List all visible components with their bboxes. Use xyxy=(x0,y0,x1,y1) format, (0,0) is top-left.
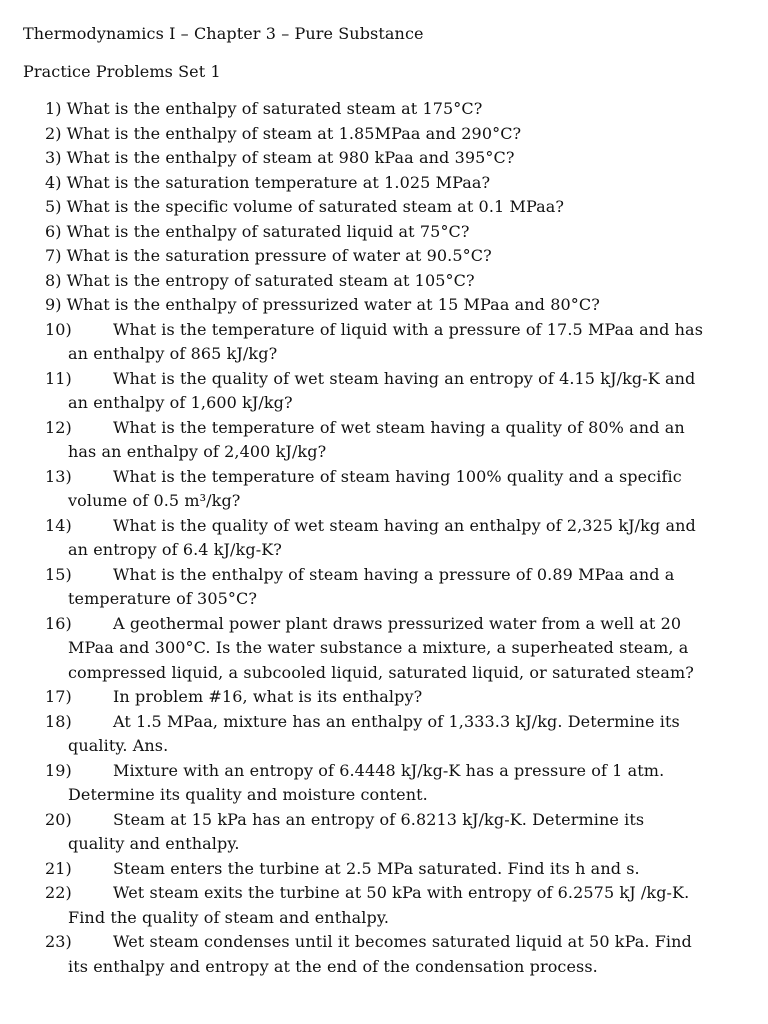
problem-number: 5) xyxy=(45,197,62,216)
problem-item xyxy=(0,514,768,563)
problem-text-line: What is the enthalpy of steam having a pressure of 0.89 MPaa and a xyxy=(113,564,675,584)
problem-text-line: What is the quality of wet steam having an enthalpy of 2,325 kJ/kg and xyxy=(113,515,696,535)
problem-text: What is the saturation pressure of water at 90.5°C? xyxy=(66,246,492,265)
problem-number: 14) xyxy=(45,515,72,535)
problem-text-line: quality. Ans. xyxy=(68,736,169,755)
problem-number: 9) xyxy=(45,295,62,314)
problem-item xyxy=(0,563,768,612)
problem-number: 17) xyxy=(45,687,72,706)
problem-item xyxy=(0,710,768,759)
problem-number: 1) xyxy=(45,99,62,118)
problem-item xyxy=(0,416,768,465)
problem-number: 2) xyxy=(45,123,62,143)
problem-text-line: At 1.5 MPaa, mixture has an enthalpy of 1,333.3 kJ/kg. Determine its xyxy=(113,711,680,731)
problem-item xyxy=(0,465,768,514)
problem-item xyxy=(0,685,768,710)
problem-number: 10) xyxy=(45,319,72,339)
problem-text-line: Wet steam condenses until it becomes saturated liquid at 50 kPa. Find xyxy=(113,932,692,951)
problem-number: 18) xyxy=(45,711,72,731)
problem-number: 7) xyxy=(45,246,62,265)
problem-item xyxy=(0,220,768,245)
problem-item xyxy=(0,171,768,196)
problem-number: 6) xyxy=(45,221,62,241)
problem-text: What is the enthalpy of steam at 1.85MPaa and 290°C? xyxy=(66,123,522,143)
problem-item xyxy=(0,146,768,171)
problem-item xyxy=(0,97,768,122)
problem-number: 23) xyxy=(45,932,72,951)
problem-number: 11) xyxy=(45,368,72,388)
problem-number: 3) xyxy=(45,148,62,167)
problem-number: 15) xyxy=(45,564,72,584)
problem-number: 19) xyxy=(45,760,72,780)
problem-text-line: quality and enthalpy. xyxy=(68,834,240,853)
problem-number: 12) xyxy=(45,417,72,437)
problem-text-line: Wet steam exits the turbine at 50 kPa with entropy of 6.2575 kJ /kg-K. xyxy=(113,883,690,902)
problem-item xyxy=(0,293,768,318)
problem-text: What is the enthalpy of saturated liquid at 75°C? xyxy=(66,221,470,241)
problem-item xyxy=(0,612,768,686)
problem-item xyxy=(0,759,768,808)
problem-number: 13) xyxy=(45,466,72,486)
problem-item xyxy=(0,318,768,367)
problem-text-line: an enthalpy of 865 kJ/kg? xyxy=(68,344,278,363)
problem-number: 21) xyxy=(45,858,72,878)
problem-number: 20) xyxy=(45,809,72,829)
problem-text-line: Mixture with an entropy of 6.4448 kJ/kg-K has a pressure of 1 atm. xyxy=(113,760,665,780)
problem-text-line: Steam enters the turbine at 2.5 MPa saturated. Find its h and s. xyxy=(113,858,640,878)
problem-text-line: What is the quality of wet steam having an entropy of 4.15 kJ/kg-K and xyxy=(113,368,696,388)
problem-text: What is the entropy of saturated steam at 105°C? xyxy=(66,270,475,290)
document-subtitle: Practice Problems Set 1 xyxy=(23,62,221,81)
problem-text-line: its enthalpy and entropy at the end of the condensation process. xyxy=(68,956,598,976)
problem-text: What is the enthalpy of steam at 980 kPaa and 395°C? xyxy=(66,148,515,167)
problem-number: 8) xyxy=(45,270,62,290)
problem-text-line: temperature of 305°C? xyxy=(68,589,258,608)
problem-text-line: A geothermal power plant draws pressurized water from a well at 20 xyxy=(113,613,682,633)
problem-item xyxy=(0,881,768,930)
problem-item xyxy=(0,808,768,857)
problem-item xyxy=(0,122,768,147)
problem-text: What is the enthalpy of saturated steam at 175°C? xyxy=(66,99,483,118)
problem-item xyxy=(0,367,768,416)
problem-text-line: What is the temperature of wet steam having a quality of 80% and an xyxy=(113,417,685,437)
problem-number: 16) xyxy=(45,613,72,633)
problem-text: What is the enthalpy of pressurized water at 15 MPaa and 80°C? xyxy=(66,295,600,314)
problem-item xyxy=(0,857,768,882)
problem-text-line: volume of 0.5 m³/kg? xyxy=(68,491,241,510)
problem-text-line: What is the temperature of liquid with a pressure of 17.5 MPaa and has xyxy=(113,319,703,339)
problem-text-line: compressed liquid, a subcooled liquid, saturated liquid, or saturated steam? xyxy=(68,662,694,682)
problem-number: 22) xyxy=(45,883,72,902)
problem-text-line: MPaa and 300°C. Is the water substance a mixture, a superheated steam, a xyxy=(68,638,689,657)
problem-item xyxy=(0,244,768,269)
problem-text-line: Steam at 15 kPa has an entropy of 6.8213 kJ/kg-K. Determine its xyxy=(113,809,645,829)
problem-number: 4) xyxy=(45,172,62,192)
problem-text-line: an enthalpy of 1,600 kJ/kg? xyxy=(68,393,293,412)
problem-text-line: an entropy of 6.4 kJ/kg-K? xyxy=(68,540,282,559)
document-title: Thermodynamics I – Chapter 3 – Pure Substance xyxy=(23,24,424,43)
problem-text-line: Find the quality of steam and enthalpy. xyxy=(68,907,390,927)
problem-text-line: Determine its quality and moisture content. xyxy=(68,785,428,804)
problem-text-line: In problem #16, what is its enthalpy? xyxy=(113,687,423,706)
problem-text-line: What is the temperature of steam having 100% quality and a specific xyxy=(113,466,682,486)
problem-text: What is the specific volume of saturated steam at 0.1 MPaa? xyxy=(66,197,565,216)
problem-item xyxy=(0,195,768,220)
problem-list xyxy=(0,97,768,979)
problem-text: What is the saturation temperature at 1.025 MPaa? xyxy=(66,172,491,192)
problem-item xyxy=(0,930,768,979)
problem-item xyxy=(0,269,768,294)
problem-text-line: has an enthalpy of 2,400 kJ/kg? xyxy=(68,442,327,461)
